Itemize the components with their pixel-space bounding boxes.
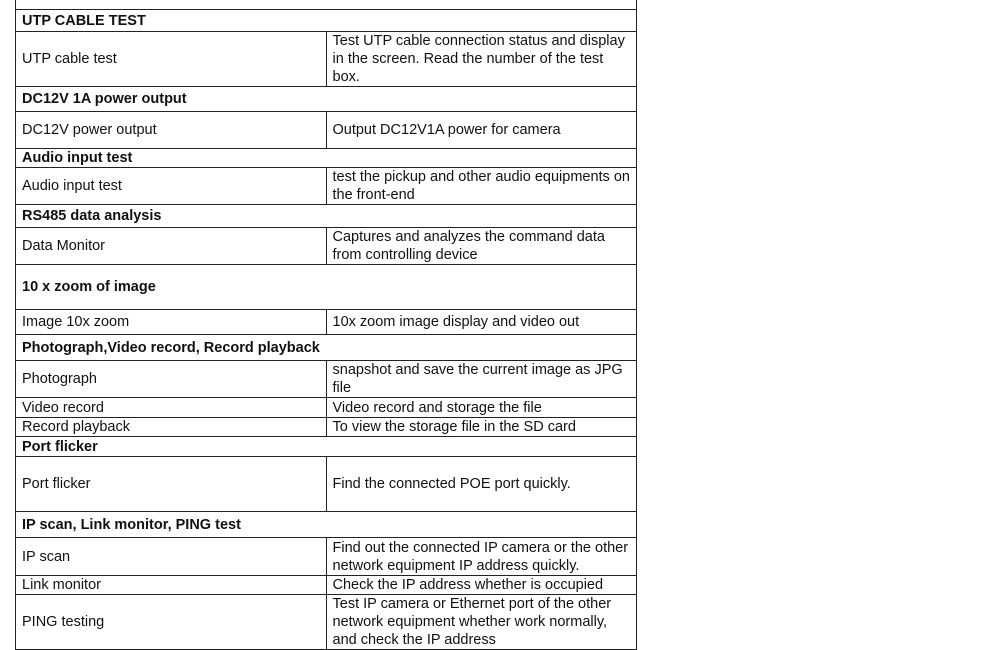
feature-description: Output DC12V1A power for camera: [326, 112, 637, 149]
feature-row: [16, 457, 637, 512]
clipped-top-cell: [16, 0, 637, 10]
feature-row: [16, 32, 637, 87]
feature-name: IP scan: [16, 538, 327, 576]
section-title: RS485 data analysis: [16, 205, 637, 228]
section-title: UTP CABLE TEST: [16, 10, 637, 32]
section-title: 10 x zoom of image: [16, 265, 637, 310]
feature-name: Link monitor: [16, 576, 327, 595]
section-title: Port flicker: [16, 437, 637, 457]
section-title: Audio input test: [16, 149, 637, 168]
feature-table: [15, 0, 637, 650]
feature-row: [16, 418, 637, 437]
feature-name: DC12V power output: [16, 112, 327, 149]
feature-description: To view the storage file in the SD card: [326, 418, 637, 437]
section-header-row: [16, 149, 637, 168]
section-header-row: [16, 437, 637, 457]
feature-description: snapshot and save the current image as JPG file: [326, 361, 637, 398]
feature-description: test the pickup and other audio equipments on the front-end: [326, 168, 637, 205]
feature-row: [16, 576, 637, 595]
feature-name: Photograph: [16, 361, 327, 398]
section-header-row: [16, 335, 637, 361]
feature-name: Video record: [16, 398, 327, 418]
feature-description: 10x zoom image display and video out: [326, 310, 637, 335]
spec-sheet: [15, 0, 637, 650]
feature-row: [16, 168, 637, 205]
clipped-top-row: [16, 0, 637, 10]
feature-name: Record playback: [16, 418, 327, 437]
feature-row: [16, 595, 637, 650]
feature-description: Video record and storage the file: [326, 398, 637, 418]
section-header-row: [16, 265, 637, 310]
section-header-row: [16, 512, 637, 538]
feature-row: [16, 398, 637, 418]
feature-row: [16, 361, 637, 398]
section-header-row: [16, 10, 637, 32]
feature-description: Test UTP cable connection status and display in the screen. Read the number of the test box.: [326, 32, 637, 87]
feature-description: Find the connected POE port quickly.: [326, 457, 637, 512]
section-title: Photograph,Video record, Record playback: [16, 335, 637, 361]
feature-row: [16, 228, 637, 265]
feature-row: [16, 112, 637, 149]
feature-name: Audio input test: [16, 168, 327, 205]
feature-description: Find out the connected IP camera or the other network equipment IP address quickly.: [326, 538, 637, 576]
feature-name: PING testing: [16, 595, 327, 650]
feature-row: [16, 310, 637, 335]
section-header-row: [16, 87, 637, 112]
feature-description: Test IP camera or Ethernet port of the other network equipment whether work normally, and check the IP address: [326, 595, 637, 650]
section-title: DC12V 1A power output: [16, 87, 637, 112]
feature-row: [16, 538, 637, 576]
feature-name: Port flicker: [16, 457, 327, 512]
feature-name: UTP cable test: [16, 32, 327, 87]
feature-table-body: [16, 0, 637, 650]
feature-description: Check the IP address whether is occupied: [326, 576, 637, 595]
section-header-row: [16, 205, 637, 228]
section-title: IP scan, Link monitor, PING test: [16, 512, 637, 538]
feature-name: Data Monitor: [16, 228, 327, 265]
feature-description: Captures and analyzes the command data from controlling device: [326, 228, 637, 265]
feature-name: Image 10x zoom: [16, 310, 327, 335]
